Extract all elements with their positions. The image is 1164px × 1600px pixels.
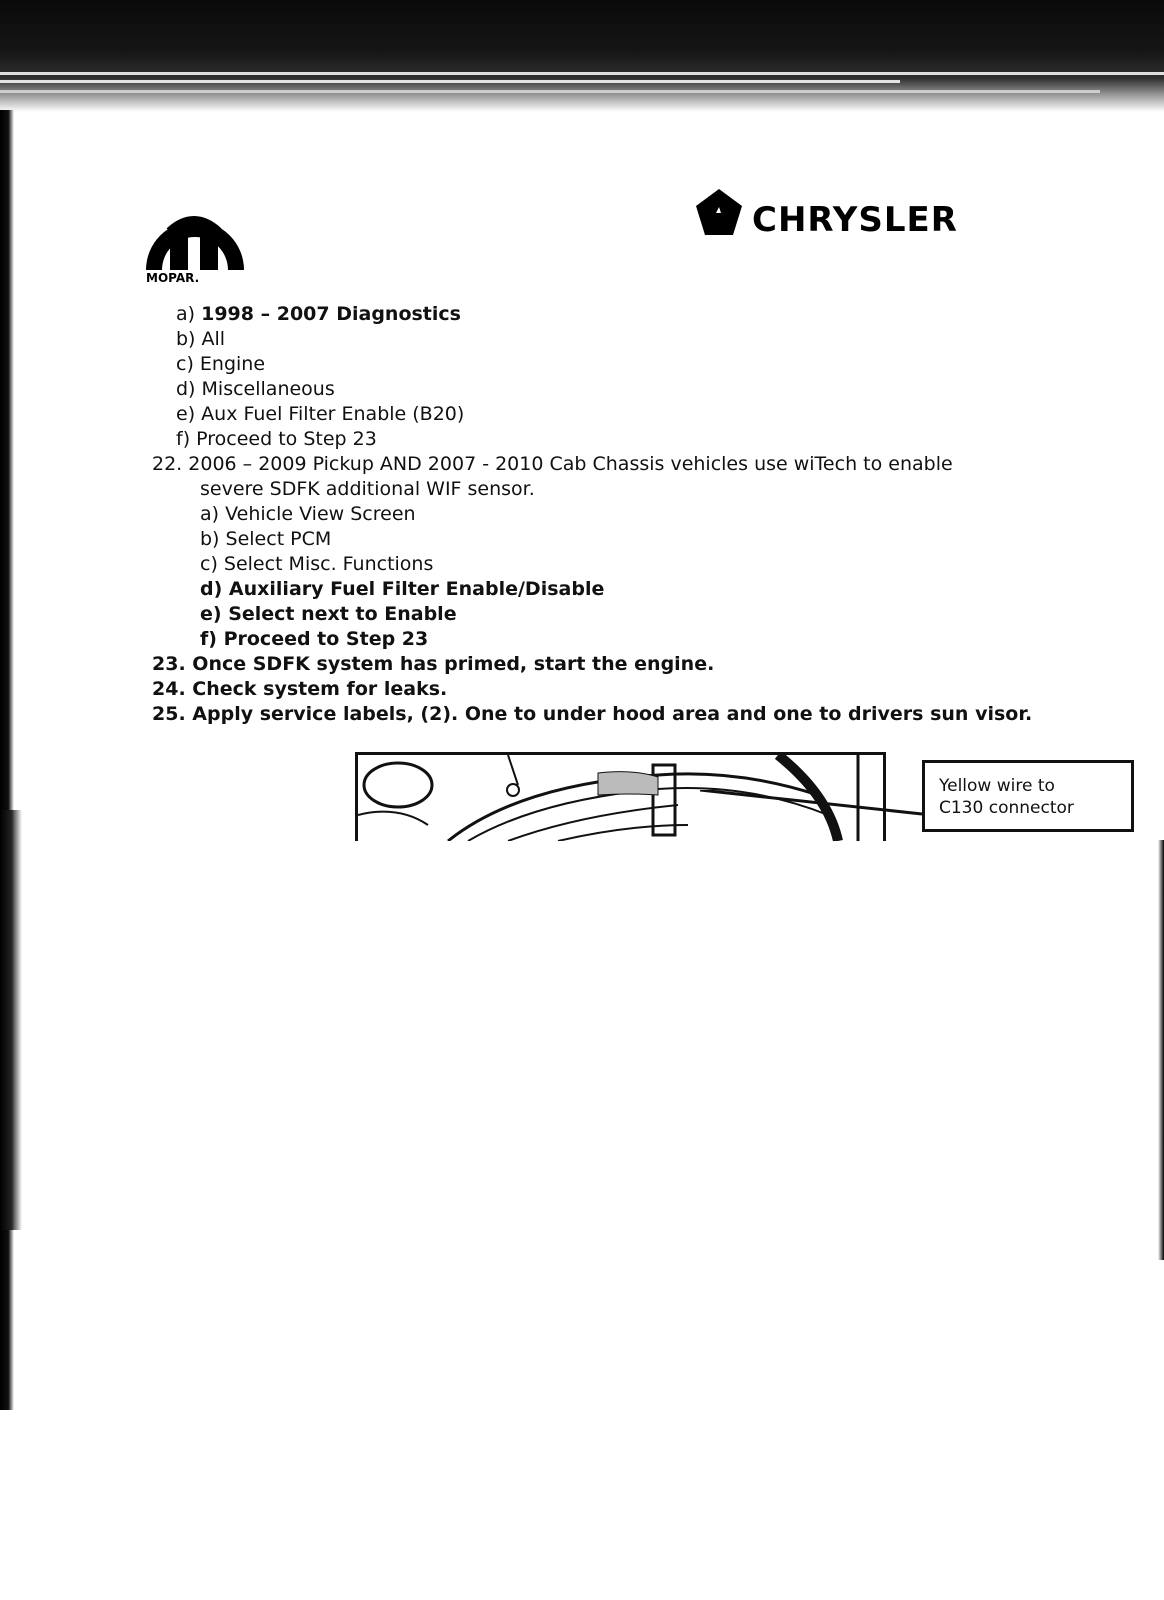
callout-line1: Yellow wire to: [939, 776, 1055, 796]
step22-substep-f: f) Proceed to Step 23: [200, 628, 429, 650]
step21-substep-d: d) Miscellaneous: [176, 378, 335, 400]
step22-substep-b: b) Select PCM: [200, 528, 332, 550]
step21-substep-f: f) Proceed to Step 23: [176, 428, 377, 450]
step22-line2: severe SDFK additional WIF sensor.: [200, 478, 535, 500]
chrysler-wordmark: CHRYSLER: [752, 200, 958, 240]
step22-substep-c: c) Select Misc. Functions: [200, 553, 434, 575]
step25: 25. Apply service labels, (2). One to under hood area and one to drivers sun visor.: [152, 703, 1033, 725]
step23: 23. Once SDFK system has primed, start the engine.: [152, 653, 715, 675]
figure-callout-box: [922, 760, 1134, 832]
mopar-wordmark: MOPAR.: [146, 271, 200, 285]
callout-line2: C130 connector: [939, 798, 1074, 818]
scan-left-shadow-lower: [0, 810, 22, 1230]
step24: 24. Check system for leaks.: [152, 678, 448, 700]
step22-substep-a: a) Vehicle View Screen: [200, 503, 416, 525]
step21-substep-b: b) All: [176, 328, 226, 350]
step22-substep-d: d) Auxiliary Fuel Filter Enable/Disable: [200, 578, 605, 600]
chrysler-pentastar-icon: [694, 187, 744, 239]
step21-substep-a: a) 1998 – 2007 Diagnostics: [176, 303, 461, 325]
scan-right-shadow: [1158, 840, 1164, 1260]
step22-line1: 22. 2006 – 2009 Pickup AND 2007 - 2010 Cab Chassis vehicles use wiTech to enable: [152, 453, 953, 475]
step22-substep-e: e) Select next to Enable: [200, 603, 457, 625]
callout-leader-line: [700, 790, 930, 830]
step21-substep-c: c) Engine: [176, 353, 266, 375]
step21-substep-e: e) Aux Fuel Filter Enable (B20): [176, 403, 465, 425]
scan-top-shadow: [0, 0, 1164, 112]
